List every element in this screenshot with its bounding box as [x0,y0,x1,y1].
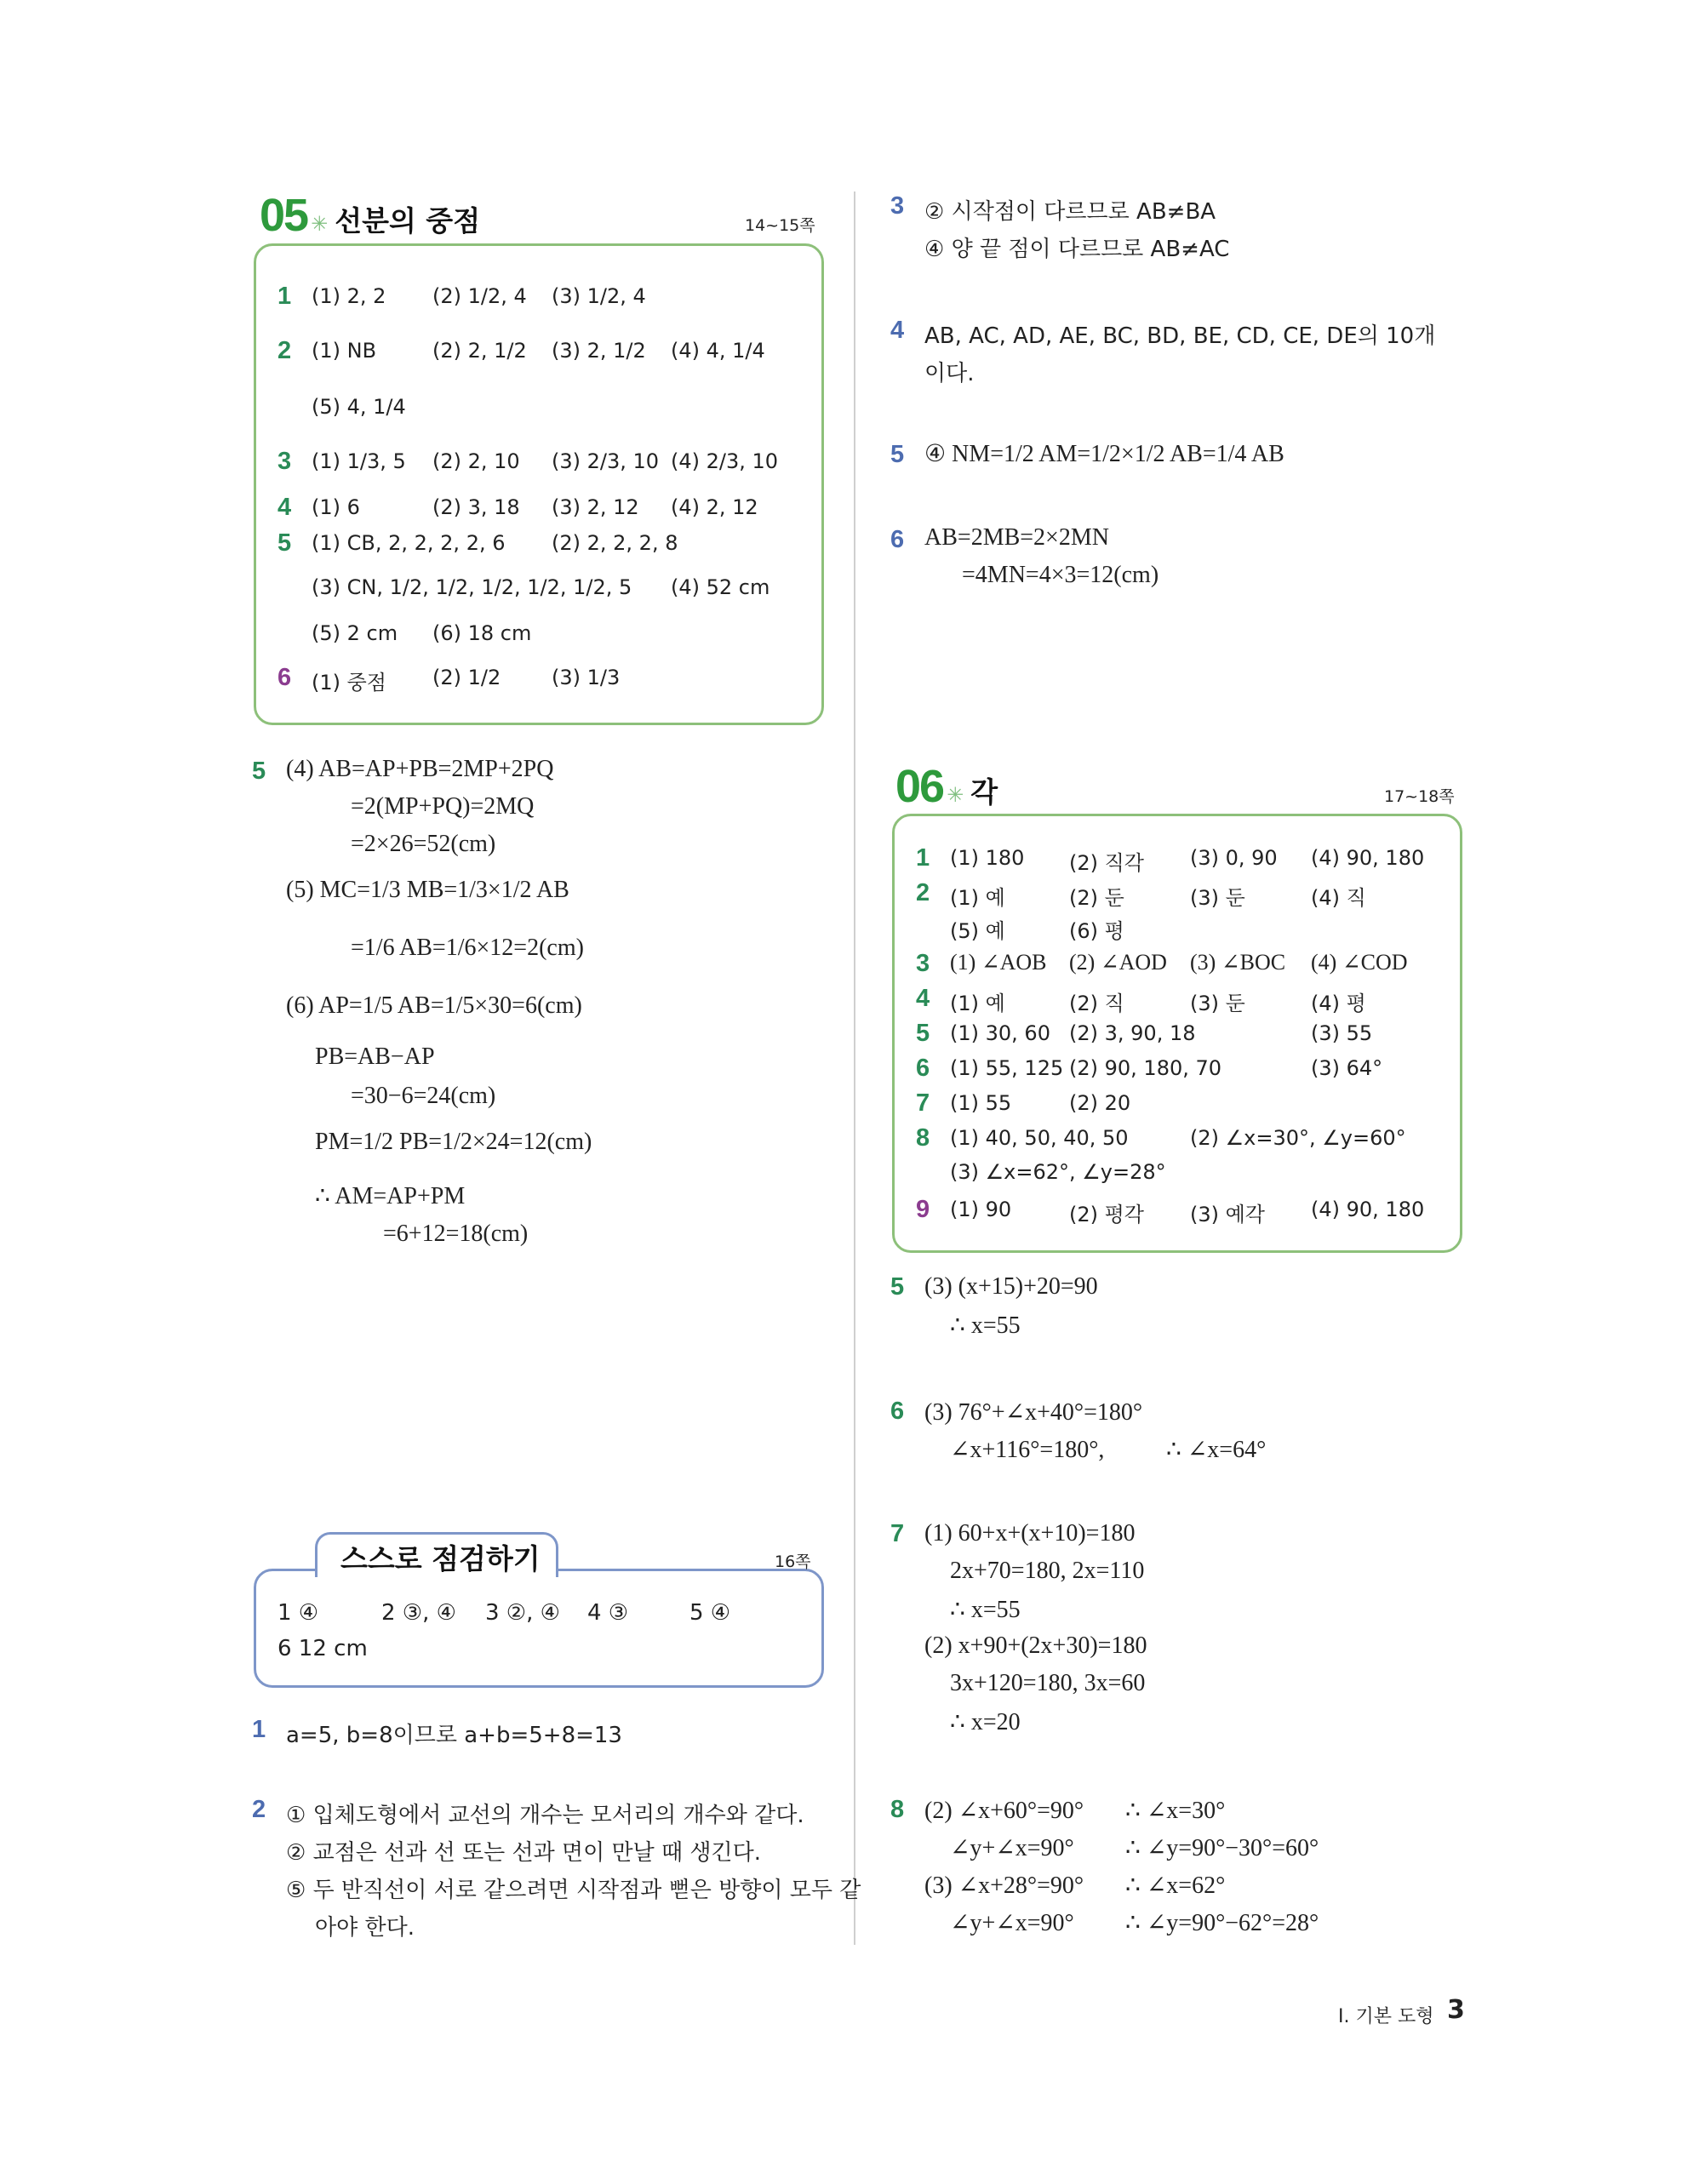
answer-item: (2) 3, 18 [432,495,520,519]
solution-line: (2) x+90+(2x+30)=180 [924,1632,1147,1659]
answer-item: (5) 2 cm [312,621,398,645]
solution-line: 이다. [924,361,975,386]
section-number: 06 [895,761,944,812]
answer-number: 5 [916,1020,930,1047]
answer-item: (3) 2/3, 10 [552,449,660,473]
solution-line: (6) AP=1/5 AB=1/5×30=6(cm) [286,992,582,1019]
solution-number: 1 [252,1716,266,1743]
solution-line: 3x+120=180, 3x=60 [950,1670,1146,1696]
answer-item: (4) 52 cm [671,575,770,599]
answer-item: (3) 둔 [1190,992,1245,1015]
solution-line: =4MN=4×3=12(cm) [962,562,1159,588]
chapter-label: I. 기본 도형 [1338,2006,1434,2027]
solution-line: (1) 60+x+(x+10)=180 [924,1520,1136,1547]
solution-line: (5) MC=1/3 MB=1/3×1/2 AB [286,877,569,903]
solution-number: 2 [252,1796,266,1823]
answer-item: (1) ∠AOB [950,950,1047,975]
answer-item: (3) 64° [1311,1056,1383,1080]
answer-item: (5) 예 [950,919,1005,943]
star-icon: ✳ [947,783,964,807]
solution-line: (3) 76°+∠x+40°=180° [924,1399,1143,1426]
answer-item: (1) 180 [950,846,1025,870]
answer-item: (3) 55 [1311,1021,1373,1045]
self-check-box [254,1569,824,1688]
answer-item: (2) 90, 180, 70 [1069,1056,1222,1080]
solution-line: (3) (x+15)+20=90 [924,1273,1098,1300]
answer-number: 4 [277,494,292,521]
answer-item: (2) ∠x=30°, ∠y=60° [1190,1126,1406,1150]
answer-item: (4) 2/3, 10 [671,449,779,473]
solution-line: (4) AB=AP+PB=2MP+2PQ [286,756,554,782]
section-05-header [260,189,480,242]
answer-item: (3) 예각 [1190,1203,1265,1226]
answer-number: 9 [916,1196,930,1223]
check-answer: 1 ④ [277,1600,319,1626]
answer-item: (3) 1/2, 4 [552,284,646,308]
answer-item: (1) 예 [950,886,1005,910]
answer-item: (2) 2, 10 [432,449,520,473]
answer-number: 2 [916,879,930,906]
solution-number: 6 [890,1398,905,1425]
solution-line: ④ NM=1/2 AM=1/2×1/2 AB=1/4 AB [924,441,1284,467]
answer-item: (4) 2, 12 [671,495,758,519]
answer-number: 1 [277,283,292,310]
answer-item: (1) 중점 [312,671,386,695]
answer-number: 8 [916,1124,930,1152]
solution-line: ∴ AM=AP+PM [315,1183,466,1209]
solution-line: (3) ∠x+28°=90° [924,1872,1084,1899]
page-number: 3 [1447,1995,1465,2025]
page-range: 17~18쪽 [1384,787,1455,806]
answer-item: (4) 4, 1/4 [671,339,765,363]
solution-line: ② 시작점이 다르므로 AB≠BA [924,199,1216,225]
answer-item: (1) 90 [950,1198,1012,1221]
answer-item: (2) 3, 90, 18 [1069,1021,1196,1045]
answer-item: (3) 둔 [1190,886,1245,910]
answer-item: (2) 둔 [1069,886,1124,910]
star-icon: ✳ [311,212,329,236]
solution-line: AB, AC, AD, AE, BC, BD, BE, CD, CE, DE의 10개 [924,323,1436,349]
solution-number: 5 [890,1273,905,1301]
solution-line: ∴ ∠y=90°−62°=28° [1125,1910,1319,1936]
solution-line: AB=2MB=2×2MN [924,524,1109,551]
answer-item: (4) ∠COD [1311,950,1408,975]
answer-item: (6) 평 [1069,919,1124,943]
section-title: 각 [970,775,998,809]
check-answer: 5 ④ [689,1600,731,1626]
solution-line: PB=AB−AP [315,1043,435,1070]
column-divider [854,192,855,1945]
check-answer: 3 ②, ④ [485,1600,560,1626]
solution-line: ∴ ∠y=90°−30°=60° [1125,1835,1319,1861]
page-range: 14~15쪽 [745,216,815,235]
solution-line: ∠y+∠x=90° [950,1835,1074,1861]
solution-number: 5 [890,441,905,468]
answer-box-05 [254,243,824,725]
answer-number: 6 [277,664,292,691]
answer-item: (1) 1/3, 5 [312,449,406,473]
answer-item: (2) 직 [1069,992,1124,1015]
solution-line: ∴ x=20 [950,1709,1021,1735]
solution-number: 3 [890,192,905,220]
solution-number: 4 [890,317,905,344]
solution-line: (2) ∠x+60°=90° [924,1798,1084,1824]
answer-item: (2) 2, 2, 2, 8 [552,531,678,555]
solution-line: ∠x+116°=180°, [950,1437,1105,1463]
section-title: 선분의 중점 [335,204,481,237]
answer-item: (3) 2, 12 [552,495,639,519]
answer-item: (2) 2, 1/2 [432,339,527,363]
answer-item: (1) CB, 2, 2, 2, 2, 6 [312,531,506,555]
solution-number: 8 [890,1796,905,1823]
answer-item: (1) 55 [950,1091,1012,1115]
check-answer: 6 12 cm [277,1636,368,1661]
answer-number: 4 [916,985,930,1012]
answer-item: (3) CN, 1/2, 1/2, 1/2, 1/2, 1/2, 5 [312,575,632,599]
solution-line: ∠y+∠x=90° [950,1910,1074,1936]
answer-item: (4) 90, 180 [1311,1198,1425,1221]
answer-item: (2) 평각 [1069,1203,1144,1226]
answer-item: (1) 55, 125 [950,1056,1064,1080]
solution-line: =2(MP+PQ)=2MQ [351,793,535,820]
solution-line: ② 교점은 선과 선 또는 선과 면이 만날 때 생긴다. [286,1840,762,1866]
answer-item: (1) 예 [950,992,1005,1015]
solution-line: ⑤ 두 반직선이 서로 같으려면 시작점과 뻗은 방향이 모두 같 [286,1878,861,1903]
answer-number: 2 [277,337,292,364]
solution-line: ④ 양 끝 점이 다르므로 AB≠AC [924,237,1230,262]
answer-number: 3 [916,950,930,977]
answer-number: 6 [916,1055,930,1082]
solution-line: ∴ ∠x=62° [1125,1872,1226,1899]
answer-item: (1) 2, 2 [312,284,386,308]
page-range: 16쪽 [775,1552,811,1571]
check-answer: 4 ③ [587,1600,629,1626]
answer-item: (3) 2, 1/2 [552,339,646,363]
solution-line: =1/6 AB=1/6×12=2(cm) [351,935,584,961]
solution-line: a=5, b=8이므로 a+b=5+8=13 [286,1723,622,1748]
answer-item: (5) 4, 1/4 [312,395,406,419]
answer-item: (1) 30, 60 [950,1021,1050,1045]
answer-item: (4) 직 [1311,886,1366,910]
answer-item: (3) 1/3 [552,666,621,689]
solution-line: ① 입체도형에서 교선의 개수는 모서리의 개수와 같다. [286,1803,804,1828]
answer-item: (3) ∠x=62°, ∠y=28° [950,1160,1166,1184]
solution-line: 2x+70=180, 2x=110 [950,1558,1145,1584]
solution-line: ∴ x=55 [950,1597,1021,1623]
answer-number: 3 [277,448,292,475]
answer-item: (1) 40, 50, 40, 50 [950,1126,1129,1150]
solution-number: 7 [890,1520,905,1547]
answer-item: (3) ∠BOC [1190,950,1286,975]
answer-item: (2) 직각 [1069,851,1144,875]
solution-line: 아야 한다. [315,1915,415,1941]
answer-item: (1) 6 [312,495,360,519]
answer-item: (4) 평 [1311,992,1366,1015]
solution-line: =6+12=18(cm) [383,1221,529,1247]
solution-line: =30−6=24(cm) [351,1083,496,1109]
answer-item: (2) 20 [1069,1091,1131,1115]
check-answer: 2 ③, ④ [381,1600,456,1626]
section-number: 05 [260,190,308,241]
solution-line: ∴ ∠x=30° [1125,1798,1226,1824]
answer-number: 1 [916,844,930,872]
answer-number: 5 [277,529,292,557]
section-06-header [895,760,998,813]
solution-line: ∴ ∠x=64° [1166,1437,1267,1463]
answer-item: (2) 1/2, 4 [432,284,527,308]
answer-item: (4) 90, 180 [1311,846,1425,870]
answer-item: (2) ∠AOD [1069,950,1167,975]
answer-item: (6) 18 cm [432,621,532,645]
solution-number: 6 [890,526,905,553]
solution-line: =2×26=52(cm) [351,831,496,857]
answer-item: (2) 1/2 [432,666,501,689]
self-check-title: 스스로 점검하기 [340,1542,541,1575]
answer-item: (1) NB [312,339,377,363]
solution-number: 5 [252,758,266,785]
solution-line: ∴ x=55 [950,1312,1021,1339]
answer-number: 7 [916,1089,930,1117]
solution-line: PM=1/2 PB=1/2×24=12(cm) [315,1129,592,1155]
answer-item: (3) 0, 90 [1190,846,1278,870]
